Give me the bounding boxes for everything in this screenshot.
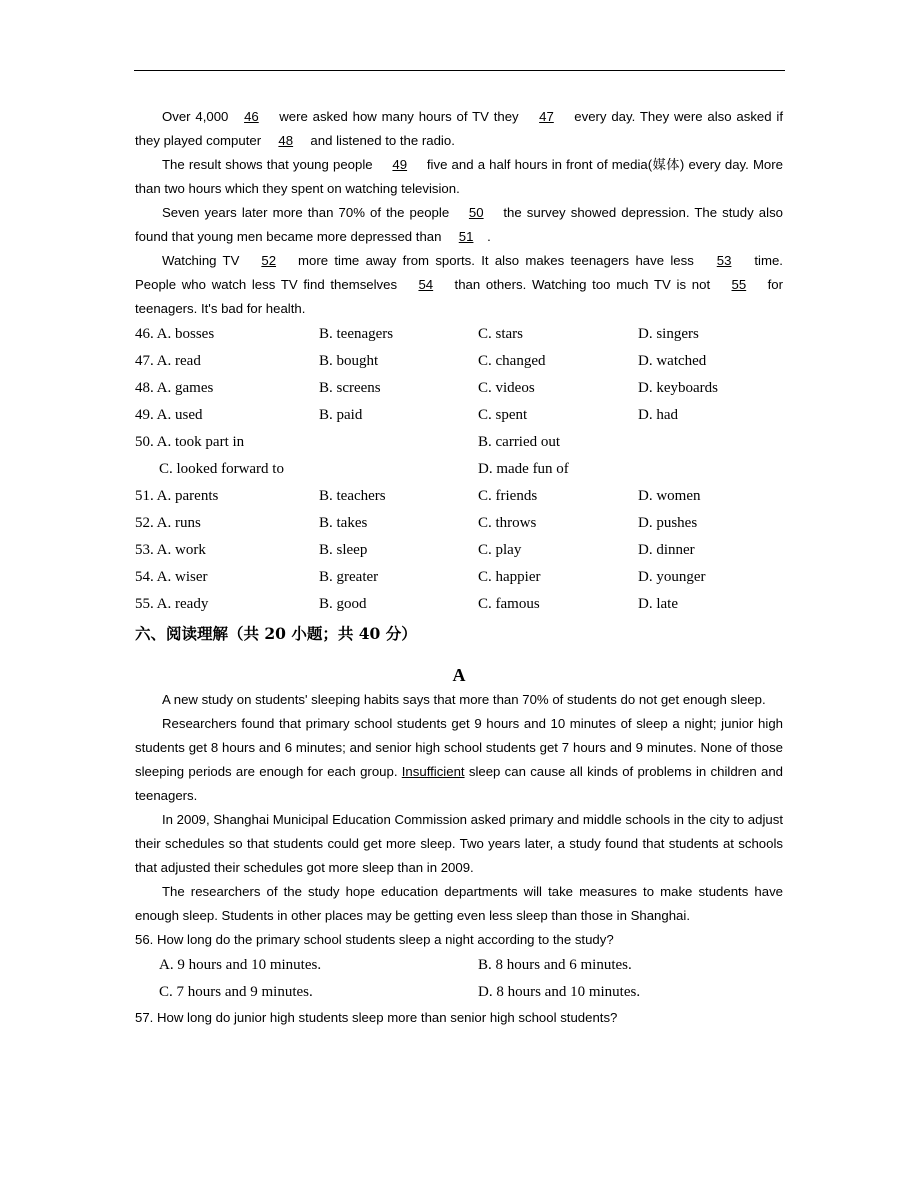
option-row-50a [135, 429, 783, 456]
option-row-53 [135, 537, 783, 564]
text: Seven years later more than 70% of the people [162, 205, 455, 220]
option-d: D. watched [638, 353, 707, 369]
option-b: B. greater [319, 569, 379, 585]
blank-46: 46 [244, 109, 259, 124]
header-rule [134, 70, 785, 71]
blank-47: 47 [539, 109, 554, 124]
option-a: 53. A. work [135, 542, 206, 558]
option-a: 52. A. runs [135, 515, 201, 531]
option-b: B. carried out [478, 434, 561, 450]
reading-paragraph-2 [135, 712, 783, 808]
question-57: 57. How long do junior high students sleep more than senior high school students? [135, 1010, 618, 1025]
text: time. People who watch less TV find themselves [135, 253, 783, 292]
option-d: D. made fun of [478, 461, 569, 477]
option-d: D. women [638, 488, 701, 504]
option-c: C. looked forward to [159, 461, 284, 477]
answer-row-56b [135, 979, 783, 1006]
option-d: D. late [638, 596, 678, 612]
text: than others. Watching too much TV is not [448, 277, 716, 292]
blank-48: 48 [278, 133, 294, 148]
option-a: 55. A. ready [135, 596, 209, 612]
blank-51: 51 [458, 229, 474, 244]
option-d: D. keyboards [638, 380, 718, 396]
text: five and a half hours in front of media(媒体) every day. More than two hours which they spent on watching television. [135, 157, 783, 196]
cloze-paragraph-2 [135, 153, 783, 201]
text: the survey showed depression. The study also found that young men became more depressed than [135, 205, 783, 244]
question-56: 56. How long do the primary school students sleep a night according to the study? [135, 932, 614, 947]
option-c: C. spent [478, 407, 528, 423]
text: The result shows that young people [162, 157, 377, 172]
reading-paragraph-3: In 2009, Shanghai Municipal Education Commission asked primary and middle schools in the city to adjust their schedules so that students could get more sleep. Two years later, a study found that students at schools that adjusted their schedules got more sleep than in 2009. [135, 812, 783, 875]
option-b: B. paid [319, 407, 363, 423]
option-a: 51. A. parents [135, 488, 219, 504]
text: were asked how many hours of TV they [274, 109, 524, 124]
text: more time away from sports. It also makes teenagers have less [291, 253, 701, 268]
option-c: C. changed [478, 353, 546, 369]
blank-54: 54 [418, 277, 434, 292]
underlined-word: Insufficient [401, 764, 465, 779]
option-d: D. singers [638, 326, 699, 342]
option-row-47 [135, 348, 783, 375]
option-b: B. good [319, 596, 367, 612]
option-row-55 [135, 591, 783, 618]
answer-c: C. 7 hours and 9 minutes. [159, 984, 313, 1000]
option-d: D. pushes [638, 515, 698, 531]
option-a: 54. A. wiser [135, 569, 208, 585]
answer-row-56a [135, 952, 783, 979]
reading-paragraph-1: A new study on students' sleeping habits says that more than 70% of students do not get enough sleep. [162, 692, 766, 707]
text: sleep can cause all kinds of problems in children and teenagers. [135, 764, 783, 803]
text: Researchers found that primary school students get 9 hours and 10 minutes of sleep a night; junior high students get 8 hours and 6 minutes; and senior high school students get 7 hours and 9 minutes. None of those sleeping periods are enough for each group. [135, 716, 783, 779]
passage-label: A [452, 665, 466, 685]
option-b: B. bought [319, 353, 379, 369]
option-b: B. teenagers [319, 326, 394, 342]
blank-50: 50 [468, 205, 484, 220]
option-c: C. stars [478, 326, 523, 342]
option-row-46 [135, 321, 783, 348]
option-row-50b [135, 456, 783, 483]
blank-49: 49 [392, 157, 408, 172]
option-row-51 [135, 483, 783, 510]
option-a: 46. A. bosses [135, 326, 215, 342]
text: and listened to the radio. [306, 133, 455, 148]
text: every day. They were also asked if they played computer [135, 109, 783, 148]
option-a: 50. A. took part in [135, 434, 245, 450]
option-a: 48. A. games [135, 380, 214, 396]
option-row-52 [135, 510, 783, 537]
text: for teenagers. It's bad for health. [135, 277, 783, 316]
option-row-54 [135, 564, 783, 591]
answer-d: D. 8 hours and 10 minutes. [478, 984, 641, 1000]
reading-paragraph-4: The researchers of the study hope education departments will take measures to make students have enough sleep. Students in other places may be getting even less sleep than those in Shanghai. [135, 884, 783, 923]
option-b: B. takes [319, 515, 368, 531]
option-c: C. videos [478, 380, 535, 396]
option-c: C. happier [478, 569, 541, 585]
option-c: C. famous [478, 596, 540, 612]
option-a: 49. A. used [135, 407, 203, 423]
option-c: C. friends [478, 488, 538, 504]
option-d: D. had [638, 407, 678, 423]
text: Watching TV [162, 253, 246, 268]
cloze-paragraph-3 [135, 201, 783, 249]
option-c: C. play [478, 542, 522, 558]
cloze-paragraph-4 [135, 249, 783, 321]
text: . [487, 229, 491, 244]
text: Over 4,000 [162, 109, 229, 124]
answer-a: A. 9 hours and 10 minutes. [159, 957, 322, 973]
blank-52: 52 [261, 253, 277, 268]
blank-53: 53 [716, 253, 732, 268]
option-row-48 [135, 375, 783, 402]
section-title: 六、阅读理解（共 20 小题；共 40 分） [135, 624, 417, 643]
answer-b: B. 8 hours and 6 minutes. [478, 957, 632, 973]
option-b: B. sleep [319, 542, 368, 558]
option-b: B. screens [319, 380, 381, 396]
document-body [135, 105, 783, 1030]
blank-55: 55 [731, 277, 747, 292]
option-d: D. dinner [638, 542, 695, 558]
cloze-paragraph-1 [135, 105, 783, 153]
option-d: D. younger [638, 569, 706, 585]
option-c: C. throws [478, 515, 537, 531]
option-a: 47. A. read [135, 353, 201, 369]
option-row-49 [135, 402, 783, 429]
option-b: B. teachers [319, 488, 386, 504]
